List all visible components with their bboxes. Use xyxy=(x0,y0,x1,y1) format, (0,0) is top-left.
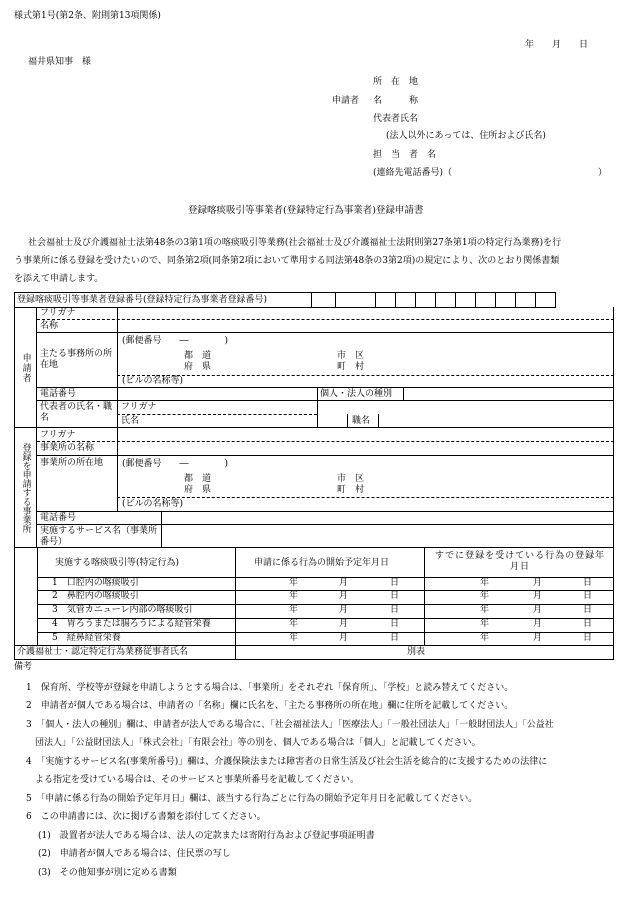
divider xyxy=(117,307,118,428)
applicant-section-label xyxy=(14,307,37,428)
start-month-label: 月 xyxy=(339,619,349,629)
start-day-label: 日 xyxy=(390,578,400,588)
action-label: 4 胃ろうまたは腸ろうによる経管栄養 xyxy=(52,619,211,629)
divider xyxy=(235,646,236,660)
reg-day-label: 日 xyxy=(583,633,593,643)
reg-year-label: 年 xyxy=(480,578,490,588)
main-office-label: 主たる事務所の所在地 xyxy=(40,349,113,371)
note-1: 1 保育所、学校等が登録を申請しようとする場合は、「事業所」をそれぞれ「保育所」、「学校」と読み替えてください。 xyxy=(26,683,514,693)
reg-number-cell[interactable] xyxy=(415,293,435,308)
reg-number-cell[interactable] xyxy=(495,293,515,308)
postal-code: (郵便番号 ― ) xyxy=(122,336,229,346)
office-name-label: 事業所の名称 xyxy=(40,443,95,453)
reg-number-cell[interactable] xyxy=(335,293,375,308)
divider xyxy=(37,524,614,525)
applicant-rep-note: (法人以外にあっては、住所および氏名) xyxy=(386,131,546,141)
start-year-label: 年 xyxy=(289,591,299,601)
action-label: 2 鼻腔内の喀痰吸引 xyxy=(52,591,139,601)
start-day-label: 日 xyxy=(390,633,400,643)
applicant-label: 申請者 xyxy=(332,96,360,106)
applicant-name-label: 名称 xyxy=(40,321,59,331)
divider xyxy=(347,414,348,428)
col-start-header: 申請に係る行為の開始予定年月日 xyxy=(254,558,390,568)
rep-shokumei-label: 職名 xyxy=(352,416,371,426)
reg-month-label: 月 xyxy=(533,619,543,629)
reg-number-cell[interactable] xyxy=(435,293,455,308)
divider xyxy=(117,414,317,415)
building-label: (ビルの名称等) xyxy=(122,376,184,386)
divider xyxy=(37,455,614,456)
divider xyxy=(37,319,614,320)
reg-number-cell[interactable] xyxy=(395,293,415,308)
reg-day-label: 日 xyxy=(583,578,593,588)
divider xyxy=(161,511,162,548)
divider xyxy=(117,497,614,498)
reg-month-label: 月 xyxy=(533,605,543,615)
office-postal-code: (郵便番号 ― ) xyxy=(122,459,229,469)
reg-year-label: 年 xyxy=(480,619,490,629)
note-5: 5 「申請に係る行為の開始予定年月日」欄は、該当する行為ごとに行為の開始予定年月日を記載してください。 xyxy=(26,794,478,804)
note-6: 6 この申請書には、次に掲げる書類を添付してください。 xyxy=(26,812,266,822)
reg-day-label: 日 xyxy=(583,591,593,601)
applicant-person-label: 担 当 者 名 xyxy=(373,150,437,160)
intro-line-1: 社会福祉士及び介護福祉士法第48条の3第1項の喀痰吸引等業務(社会福祉士及び介護福祉士法附則第27条第1項の特定行為業務)を行 xyxy=(28,238,562,248)
page-title: 登録喀痰吸引等事業者(登録特定行為事業者)登録申請書 xyxy=(188,205,424,216)
intro-line-3: を添えて申請します。 xyxy=(14,274,104,284)
office-chouson-label: 町 村 xyxy=(337,485,365,495)
entity-type-label: 個人・法人の種別 xyxy=(320,389,393,399)
action-label: 5 経鼻経管栄養 xyxy=(52,633,121,643)
office-section-label xyxy=(14,428,37,548)
todo-label: 都 道 xyxy=(184,351,212,361)
note-6-2: (2) 申請者が個人である場合は、住民票の写し xyxy=(38,849,231,859)
start-day-label: 日 xyxy=(390,591,400,601)
divider xyxy=(37,632,614,633)
note-6-3: (3) その他知事が別に定める書類 xyxy=(38,868,177,878)
office-todo-label: 都 道 xyxy=(184,474,212,484)
note-6-1: (1) 設置者が法人である場合は、法人の定款または寄附行為および登記事項証明書 xyxy=(38,831,375,841)
reg-number-label: 登録喀痰吸引等事業者登録番号(登録特定行為事業者登録番号) xyxy=(15,293,312,308)
rep-shimei-label: 氏名 xyxy=(121,416,140,426)
intro-line-2: う事業所に係る登録を受けたいので、同条第2項(同条第2項において準用する同法第48条の3第2項)の規定により、次のとおり関係書類 xyxy=(14,256,560,266)
office-furigana-label: フリガナ xyxy=(40,430,76,440)
start-year-label: 年 xyxy=(289,605,299,615)
applicant-furigana-label: フリガナ xyxy=(40,308,76,318)
office-fuken-label: 府 県 xyxy=(184,485,212,495)
reg-month-label: 月 xyxy=(533,633,543,643)
applicant-phone-label: (連絡先電話番号)（ xyxy=(373,168,453,178)
reg-number-cell[interactable] xyxy=(475,293,495,308)
divider xyxy=(117,375,614,376)
col-actions-header: 実施する喀痰吸引等(特定行為) xyxy=(55,558,180,568)
rep-name-label: 代表者の氏名・職名 xyxy=(40,402,113,424)
note-3-cont: 団法人」「公益財団法人」「株式会社」「有限会社」等の別を、個人である場合は「個人」と記載してください。 xyxy=(26,738,481,748)
start-month-label: 月 xyxy=(339,578,349,588)
form-number: 様式第1号(第2条、附則第13項関係) xyxy=(14,11,161,21)
applicant-name-label: 名 称 xyxy=(373,96,419,106)
start-month-label: 月 xyxy=(339,605,349,615)
date-line: 年 月 日 xyxy=(525,40,589,50)
reg-number-cell[interactable] xyxy=(311,293,335,308)
reg-year-label: 年 xyxy=(480,633,490,643)
note-3: 3 「個人・法人の種別」欄は、申請者が法人である場合に、「社会福祉法人」「医療法人」「一般社団法人」「一般財団法人」「公益社 xyxy=(26,720,554,730)
note-4-cont: よる指定を受けている場合は、そのサービスと事業所番号を記載してください。 xyxy=(26,775,360,785)
action-label: 3 気管カニューレ内部の喀痰吸引 xyxy=(52,605,193,615)
reg-day-label: 日 xyxy=(583,619,593,629)
reg-number-cell[interactable] xyxy=(515,293,535,308)
separate-table-note: 別表 xyxy=(407,647,426,657)
office-shiku-label: 市 区 xyxy=(337,474,365,484)
reg-year-label: 年 xyxy=(480,605,490,615)
divider xyxy=(378,414,379,428)
divider xyxy=(403,387,404,401)
divider xyxy=(37,511,614,512)
start-year-label: 年 xyxy=(289,619,299,629)
applicant-vertical-label: 申請者 xyxy=(20,352,31,383)
reg-number-cell[interactable] xyxy=(535,293,555,308)
applicant-phone-close: ） xyxy=(598,168,608,178)
office-address-label: 事業所の所在地 xyxy=(40,458,104,468)
addressee: 福井県知事 様 xyxy=(28,57,92,67)
reg-year-label: 年 xyxy=(480,591,490,601)
divider xyxy=(317,387,318,428)
start-month-label: 月 xyxy=(339,633,349,643)
phone-label: 電話番号 xyxy=(40,389,77,399)
start-year-label: 年 xyxy=(289,578,299,588)
reg-number-cell[interactable] xyxy=(375,293,395,308)
note-2: 2 申請者が個人である場合は、申請者の「名称」欄に氏名を、「主たる事務所の所在地」欄に住所を記載してください。 xyxy=(26,701,514,711)
start-day-label: 日 xyxy=(390,605,400,615)
fuken-label: 府 県 xyxy=(184,362,212,372)
start-month-label: 月 xyxy=(339,591,349,601)
office-vertical-label: 登録を申請する事業所 xyxy=(20,443,31,533)
application-table xyxy=(14,292,614,308)
reg-number-cell[interactable] xyxy=(455,293,475,308)
start-day-label: 日 xyxy=(390,619,400,629)
note-4: 4 「実施するサービス名(事業所番号)」欄は、介護保険法または障害者の日常生活及び社会生活を総合的に支援するための法律に xyxy=(26,757,548,767)
action-label: 1 口腔内の喀痰吸引 xyxy=(52,578,139,588)
applicant-rep-label: 代表者氏名 xyxy=(373,114,419,124)
divider xyxy=(37,441,614,442)
divider xyxy=(37,332,614,333)
start-year-label: 年 xyxy=(289,633,299,643)
reg-month-label: 月 xyxy=(533,578,543,588)
service-label: 実施するサービス名（事業所番号） xyxy=(40,526,158,548)
office-building-label: (ビルの名称等) xyxy=(122,499,184,509)
shiku-label: 市 区 xyxy=(337,351,365,361)
applicant-address-label: 所 在 地 xyxy=(373,77,419,87)
divider xyxy=(117,428,118,511)
col-registered-header: すでに登録を受けている行為の登録年月日 xyxy=(434,551,606,573)
office-phone-label: 電話番号 xyxy=(40,513,77,523)
rep-furigana-label: フリガナ xyxy=(121,402,157,412)
worker-names-label: 介護福祉士・認定特定行為業務従事者氏名 xyxy=(17,647,189,657)
reg-day-label: 日 xyxy=(583,605,593,615)
reg-month-label: 月 xyxy=(533,591,543,601)
notes-title: 備考 xyxy=(14,662,33,672)
chouson-label: 町 村 xyxy=(337,362,365,372)
